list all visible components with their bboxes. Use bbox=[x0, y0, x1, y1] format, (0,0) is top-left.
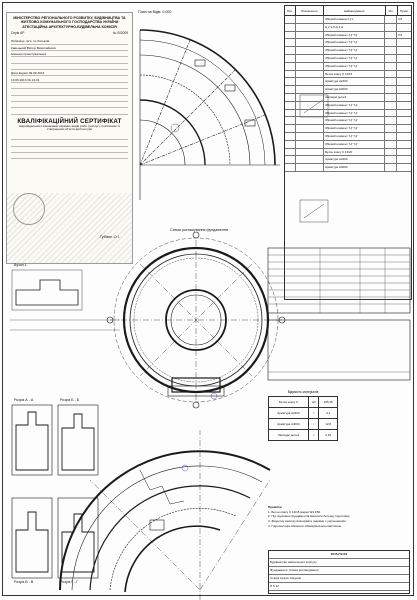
cert-date-value: 09.09.2013 bbox=[28, 71, 45, 76]
materials-row bbox=[269, 408, 338, 419]
materials-row bbox=[269, 419, 338, 430]
general-notes bbox=[268, 505, 408, 528]
materials-cell: 12,8 bbox=[319, 419, 338, 430]
spec-cell bbox=[397, 39, 411, 46]
spec-cell: Збірний елемент "Ц" "Ц" bbox=[324, 63, 385, 70]
spec-cell bbox=[285, 55, 296, 62]
spec-cell: Збірний елемент "Ц" "Ц" bbox=[324, 102, 385, 109]
spec-row bbox=[285, 164, 411, 172]
cert-qual-value: інженер-проектувальник bbox=[11, 52, 47, 57]
materials-cell: м3 bbox=[309, 397, 319, 408]
spec-cell bbox=[296, 32, 324, 39]
spec-cell bbox=[285, 71, 296, 78]
spec-cell bbox=[296, 86, 324, 93]
spec-cell: 3,5 bbox=[398, 17, 403, 21]
materials-row bbox=[269, 430, 338, 441]
spec-cell: Арматура A400C bbox=[324, 164, 385, 171]
spec-cell bbox=[397, 149, 411, 156]
spec-row bbox=[285, 117, 411, 125]
cert-reg-value: 13.09.2013 № 13-01 bbox=[11, 77, 40, 82]
spec-cell bbox=[285, 94, 296, 101]
spec-cell bbox=[285, 156, 296, 163]
spec-cell bbox=[385, 86, 398, 93]
stamp-row-text: Стадія Аркуш Аркушів bbox=[270, 576, 301, 580]
spec-col-name: Найменування bbox=[324, 6, 386, 15]
spec-cell bbox=[385, 94, 398, 101]
spec-cell bbox=[385, 156, 398, 163]
note-item: 1. Бетон класу С 12/15 марки W4 F50. bbox=[268, 509, 321, 514]
spec-header bbox=[285, 6, 411, 16]
materials-cell: Закладні деталі bbox=[269, 430, 309, 441]
spec-cell bbox=[385, 24, 398, 31]
materials-body bbox=[269, 397, 338, 441]
spec-row bbox=[285, 32, 411, 40]
notes-title: Примітки bbox=[268, 505, 282, 509]
spec-cell: Закладні деталі bbox=[324, 94, 385, 101]
spec-cell: Збірний елемент Ц 1 bbox=[324, 16, 385, 23]
materials-title: Відомість матеріалів bbox=[287, 390, 319, 394]
spec-cell bbox=[285, 125, 296, 132]
materials-cell: Арматура A240C bbox=[269, 408, 309, 419]
cert-name-label: Прізвище, ім'я, по батькові bbox=[11, 39, 50, 44]
spec-cell bbox=[397, 125, 411, 132]
spec-cell bbox=[397, 141, 411, 148]
title-block bbox=[268, 550, 410, 594]
spec-cell bbox=[385, 32, 398, 39]
note-item: 3. Зворотну засипку виконувати шарами з ущільненням. bbox=[268, 518, 347, 523]
spec-cell bbox=[385, 102, 398, 109]
spec-row bbox=[285, 24, 411, 32]
section-d-title: Розріз Г - Г bbox=[60, 580, 79, 584]
spec-cell bbox=[296, 125, 324, 132]
spec-cell bbox=[296, 102, 324, 109]
spec-cell bbox=[385, 71, 398, 78]
spec-cell bbox=[296, 39, 324, 46]
spec-row bbox=[285, 141, 411, 149]
spec-cell bbox=[397, 110, 411, 117]
cert-series: Серія АР bbox=[11, 31, 25, 36]
spec-col-qty: Кіл. bbox=[386, 6, 398, 15]
spec-cell bbox=[296, 16, 324, 23]
spec-cell: Збірний елемент "Ц" "Ц" bbox=[324, 47, 385, 54]
spec-cell bbox=[296, 55, 324, 62]
spec-cell bbox=[397, 133, 411, 140]
stamp-row bbox=[269, 559, 409, 567]
spec-row bbox=[285, 78, 411, 86]
spec-cell bbox=[285, 102, 296, 109]
cert-ministry: МІНІСТЕРСТВО РЕГІОНАЛЬНОГО РОЗВИТКУ, БУДІВНИЦТВА ТА ЖИТЛОВО-КОМУНАЛЬНОГО ГОСПОДАРСТВА УКРАЇНИ bbox=[13, 16, 126, 25]
spec-cell bbox=[285, 164, 296, 171]
spec-cell bbox=[397, 78, 411, 85]
spec-row bbox=[285, 63, 411, 71]
spec-cell bbox=[296, 47, 324, 54]
spec-row bbox=[285, 110, 411, 118]
spec-cell: Бетон класу С 16/20 bbox=[324, 149, 385, 156]
spec-col-note: Прим. bbox=[400, 8, 409, 13]
notes-list bbox=[268, 510, 408, 529]
stamp-row bbox=[269, 575, 409, 583]
section-c-title: Розріз В - В bbox=[14, 580, 34, 584]
stamp-code: 2015-ПЗ-КЗ bbox=[269, 551, 409, 559]
materials-cell: Арматура A400C bbox=[269, 419, 309, 430]
spec-cell bbox=[296, 94, 324, 101]
spec-cell: Збірний елемент "Ц" "Ц" bbox=[324, 125, 385, 132]
spec-cell bbox=[385, 47, 398, 54]
spec-cell bbox=[285, 32, 296, 39]
spec-row bbox=[285, 86, 411, 94]
section-details bbox=[10, 270, 120, 578]
top-plan bbox=[140, 30, 280, 200]
spec-cell bbox=[285, 117, 296, 124]
spec-row bbox=[285, 156, 411, 164]
spec-cell: Арматура A240C bbox=[324, 78, 385, 85]
foundation-plan bbox=[107, 232, 285, 408]
spec-cell bbox=[296, 156, 324, 163]
cert-date-label: Дата видачі bbox=[11, 71, 28, 76]
materials-cell: т bbox=[309, 408, 319, 419]
cert-chamber: АТЕСТАЦІЙНА АРХІТЕКТУРНО-БУДІВЕЛЬНА КОМІСІЯ bbox=[22, 24, 117, 29]
spec-cell bbox=[296, 24, 324, 31]
spec-cell: Бетон класу С 12/15 bbox=[324, 71, 385, 78]
spec-cell bbox=[385, 117, 398, 124]
spec-cell bbox=[397, 164, 411, 171]
node-1-title: Вузол 1 bbox=[14, 263, 27, 267]
spec-cell bbox=[285, 110, 296, 117]
spec-cell: Збірний елемент "Ц" "Ц" bbox=[324, 55, 385, 62]
materials-cell: 3,2 bbox=[319, 408, 338, 419]
spec-cell: Збірний елемент "Ц" "Ц" bbox=[324, 39, 385, 46]
spec-cell bbox=[397, 156, 411, 163]
spec-cell: Арматура A400C bbox=[324, 86, 385, 93]
spec-cell bbox=[385, 39, 398, 46]
cert-number: № 002009 bbox=[113, 31, 128, 36]
stamp-row-text: Фундаменти. Схема розташування bbox=[270, 568, 319, 572]
spec-cell bbox=[397, 24, 411, 31]
spec-cell: Збірний елемент "Ц" "Ц" bbox=[324, 133, 385, 140]
note-item: 2. Під підошвою фундаментів виконати бетонну підготовку. bbox=[268, 514, 351, 519]
materials-table bbox=[268, 390, 338, 500]
spec-row bbox=[285, 39, 411, 47]
spec-cell bbox=[385, 110, 398, 117]
spec-cell bbox=[285, 78, 296, 85]
stamp-row bbox=[269, 567, 409, 575]
spec-cell: Збірний елемент "Ц" "Ц" bbox=[324, 110, 385, 117]
spec-cell bbox=[285, 47, 296, 54]
specification-table bbox=[284, 5, 412, 300]
spec-cell bbox=[285, 141, 296, 148]
spec-cell bbox=[285, 133, 296, 140]
spec-cell bbox=[385, 164, 398, 171]
spec-row bbox=[285, 47, 411, 55]
spec-cell: Збірний елемент "Ц" "Ц" bbox=[324, 117, 385, 124]
stamp-row bbox=[269, 583, 409, 591]
spec-cell bbox=[296, 133, 324, 140]
spec-cell bbox=[296, 71, 324, 78]
spec-cell bbox=[285, 24, 296, 31]
spec-cell bbox=[397, 94, 411, 101]
top-plan-title: План на Відм. 0,000 bbox=[138, 10, 172, 14]
spec-cell bbox=[285, 39, 296, 46]
spec-cell: Збірний елемент "Ц" "Ц" bbox=[324, 32, 385, 39]
cert-signature: Губань О.І. bbox=[99, 234, 120, 239]
spec-cell bbox=[385, 125, 398, 132]
spec-col-code: Позначення bbox=[296, 6, 324, 15]
spec-cell bbox=[385, 63, 398, 70]
spec-cell bbox=[385, 55, 398, 62]
spec-cell bbox=[296, 164, 324, 171]
spec-cell: Збірний елемент "Ц" "Ц" bbox=[324, 141, 385, 148]
spec-cell bbox=[285, 63, 296, 70]
spec-row bbox=[285, 55, 411, 63]
materials-cell: т bbox=[309, 419, 319, 430]
spec-cell bbox=[285, 16, 296, 23]
spec-row bbox=[285, 125, 411, 133]
spec-cell bbox=[397, 102, 411, 109]
spec-cell bbox=[397, 117, 411, 124]
spec-cell: Ц 2 а-б ф 2 м bbox=[324, 24, 385, 31]
bottom-plan bbox=[60, 430, 270, 600]
cert-heading: КВАЛІФІКАЦІЙНИЙ СЕРТИФІКАТ bbox=[17, 117, 122, 125]
spec-cell: 0,5 bbox=[398, 32, 403, 37]
spec-row bbox=[285, 149, 411, 157]
note-item: 4. Гідроізоляцію виконати обмазувальною мастикою. bbox=[268, 523, 342, 528]
stamp-row-text: Будівництво навчального корпусу bbox=[270, 560, 317, 564]
spec-cell bbox=[397, 71, 411, 78]
spec-cell bbox=[296, 117, 324, 124]
spec-row bbox=[285, 102, 411, 110]
foundation-plan-title: Схема розташування фундаментів bbox=[170, 228, 229, 232]
spec-col-pos: Поз. bbox=[285, 6, 296, 15]
spec-cell bbox=[385, 78, 398, 85]
spec-row bbox=[285, 94, 411, 102]
spec-row bbox=[285, 16, 411, 24]
spec-cell bbox=[285, 149, 296, 156]
spec-cell bbox=[385, 149, 398, 156]
spec-cell bbox=[385, 16, 398, 23]
section-b-title: Розріз Б - Б bbox=[60, 398, 80, 402]
spec-cell bbox=[397, 47, 411, 54]
materials-cell: т bbox=[309, 430, 319, 441]
materials-cell: 165,46 bbox=[319, 397, 338, 408]
spec-cell bbox=[397, 63, 411, 70]
spec-cell bbox=[385, 141, 398, 148]
annotation-marks bbox=[171, 124, 217, 471]
spec-row bbox=[285, 71, 411, 79]
materials-row bbox=[269, 397, 338, 408]
stamp-rows bbox=[269, 559, 409, 591]
spec-cell: Арматура A240C bbox=[324, 156, 385, 163]
stamp-row-text: П 5 12 bbox=[270, 584, 279, 588]
spec-cell bbox=[296, 141, 324, 148]
spec-rows bbox=[285, 16, 411, 172]
spec-cell bbox=[385, 133, 398, 140]
cert-subheading: відповідального виконавця окремих видів робіт (послуг), пов'язаних із створенням об'єкта архітектури bbox=[19, 123, 120, 132]
spec-cell bbox=[296, 149, 324, 156]
materials-cell: 0,64 bbox=[319, 430, 338, 441]
materials-cell: Бетон класу С bbox=[269, 397, 309, 408]
spec-cell bbox=[296, 78, 324, 85]
spec-row bbox=[285, 133, 411, 141]
spec-cell bbox=[296, 110, 324, 117]
spec-cell bbox=[285, 86, 296, 93]
spec-cell bbox=[397, 86, 411, 93]
spec-cell bbox=[397, 55, 411, 62]
cert-name-value: Кавецький Віктор Миколайович bbox=[11, 45, 57, 50]
spec-cell bbox=[296, 63, 324, 70]
section-a-title: Розріз А - А bbox=[14, 398, 34, 402]
